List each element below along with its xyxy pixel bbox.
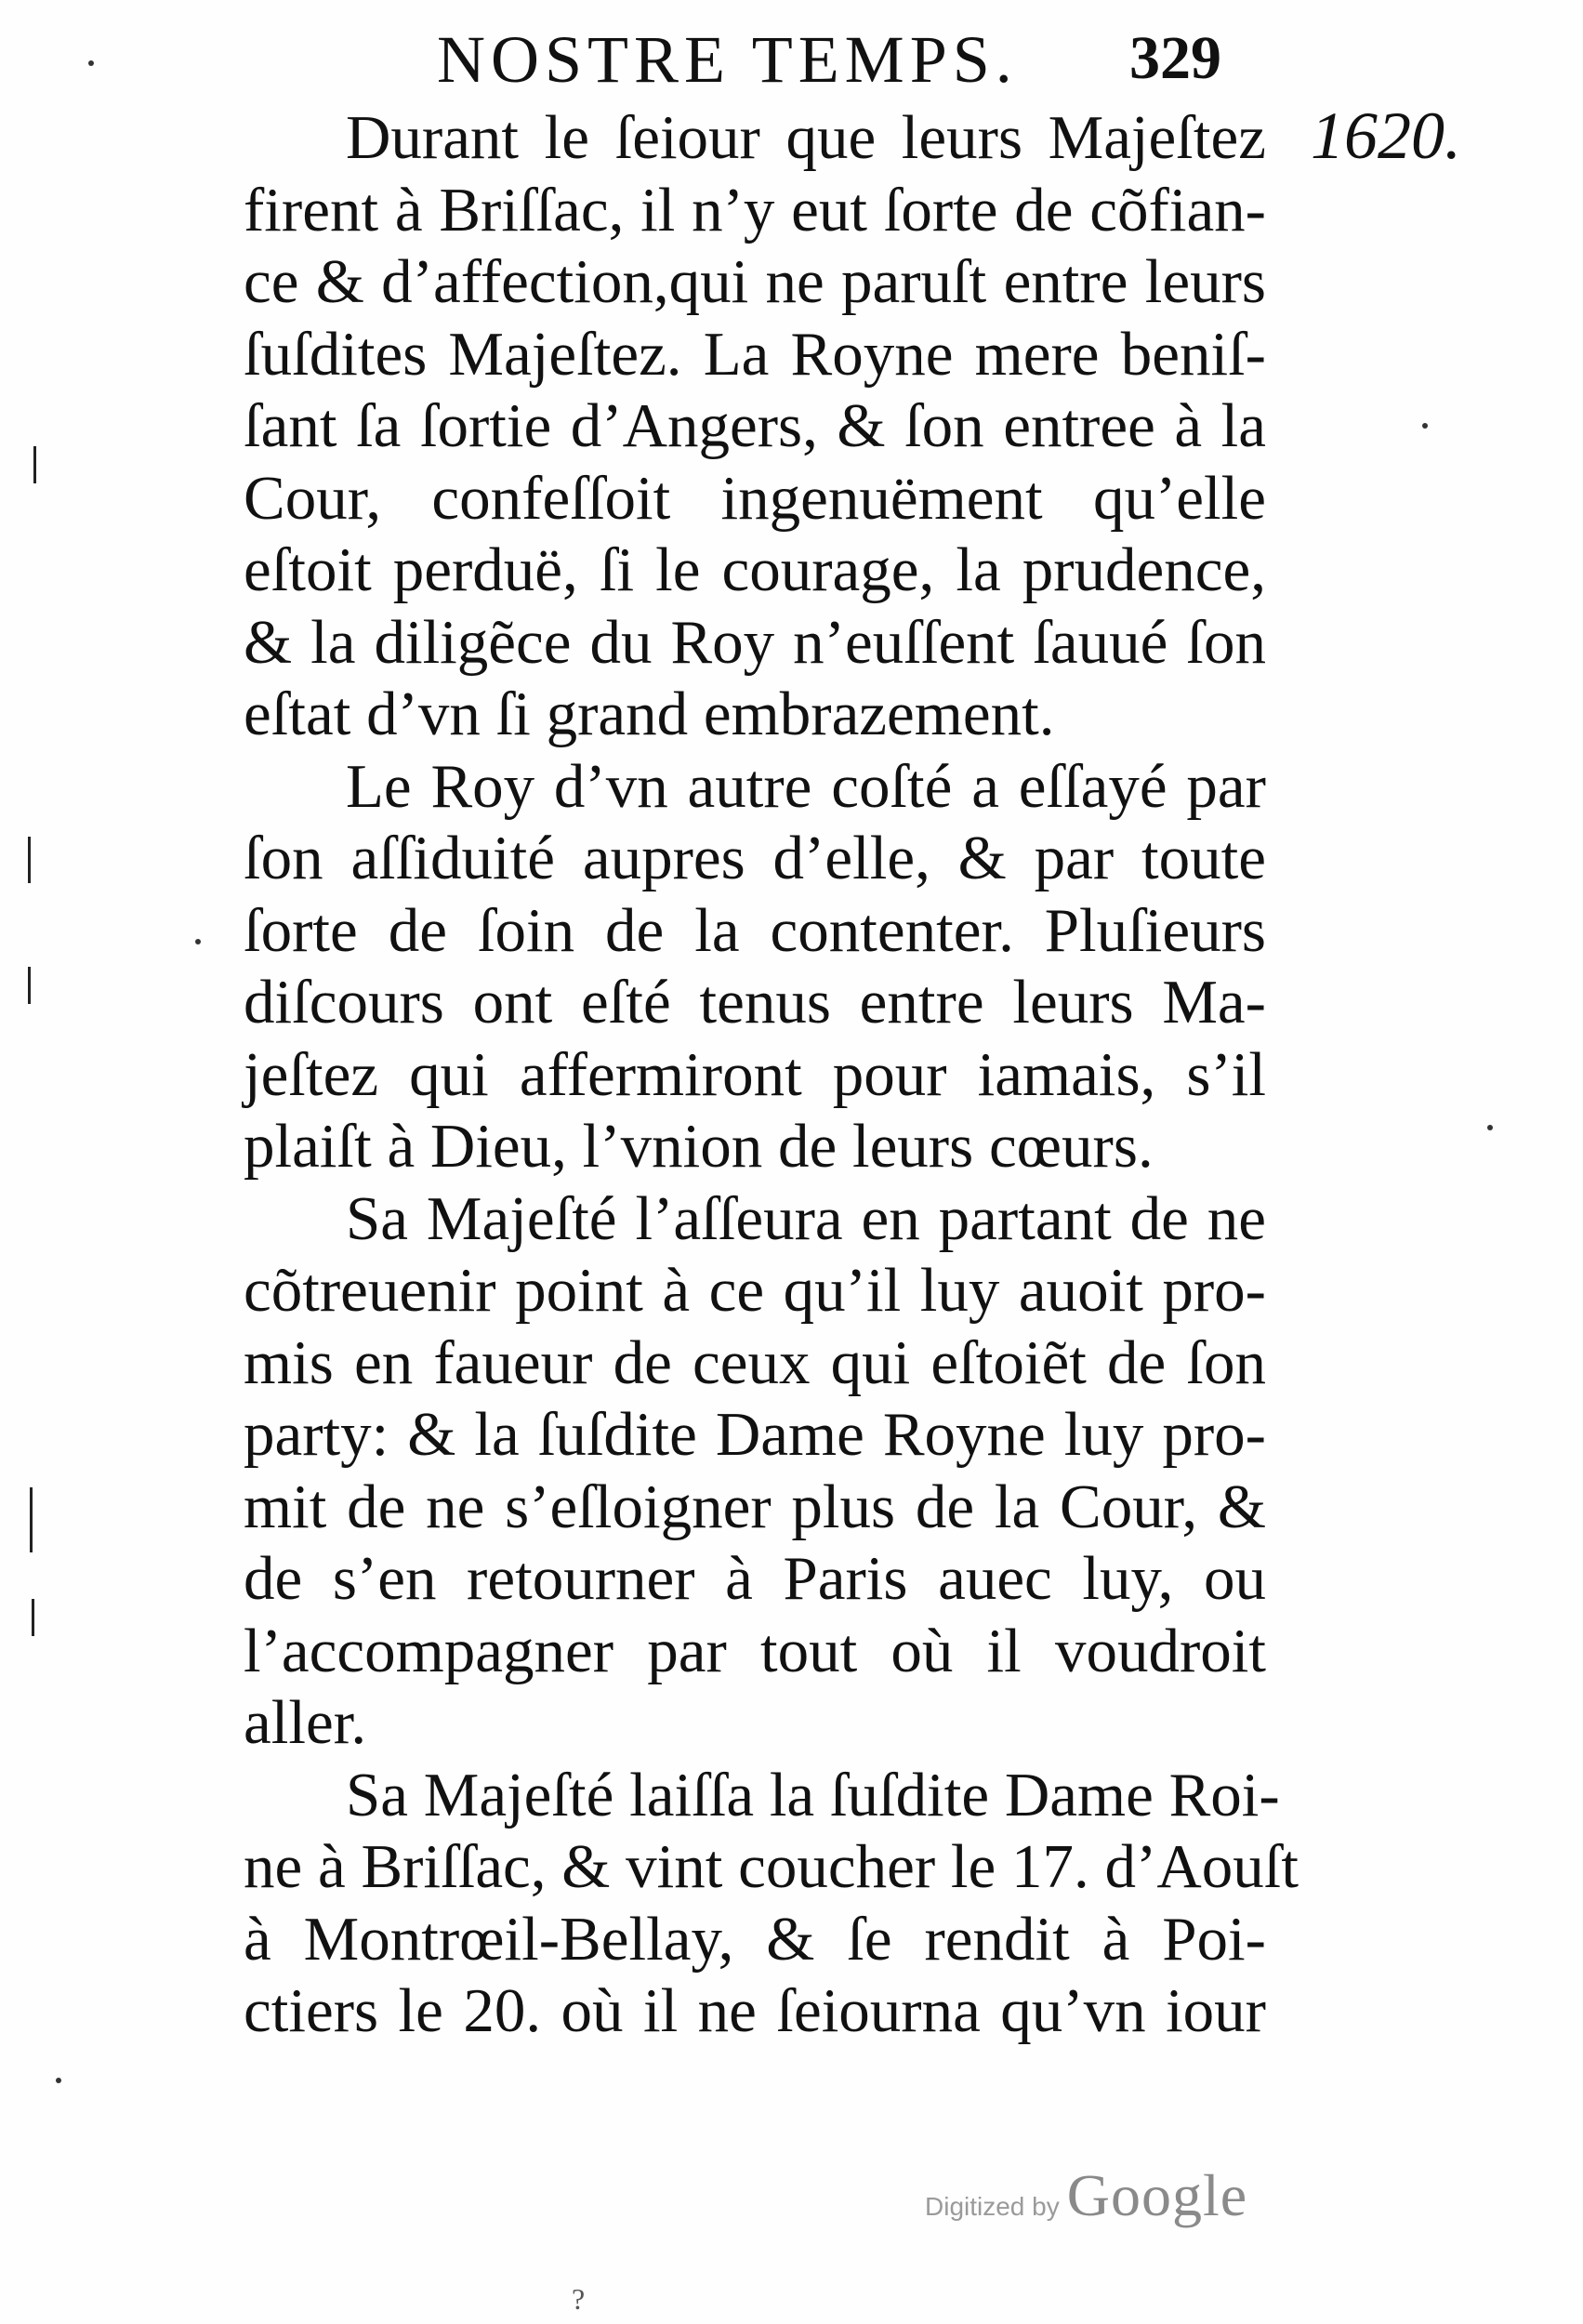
text-line: cõtreuenir point à ce qu’il luy auoit pro- bbox=[244, 1256, 1266, 1325]
text-line: jeſtez qui affermiront pour iamais, s’il bbox=[244, 1039, 1266, 1109]
scan-mark bbox=[30, 1487, 33, 1552]
scan-speck bbox=[1422, 423, 1428, 429]
digitized-watermark bbox=[925, 2161, 1247, 2230]
text-line: ſant ſa ſortie d’Angers, & ſon entree à la bbox=[244, 391, 1266, 460]
text-line: Le Roy d’vn autre coſté a eſſayé par bbox=[346, 751, 1266, 821]
text-line: Sa Majeſté laiſſa la ſuſdite Dame Roi- bbox=[346, 1760, 1280, 1829]
digitized-label: Digitized by bbox=[925, 2192, 1060, 2221]
text-line: ce & d’affection,qui ne paruſt entre leurs bbox=[244, 247, 1266, 316]
text-line: aller. bbox=[244, 1688, 367, 1757]
scan-speck bbox=[88, 60, 94, 66]
text-line: Durant le ſeiour que leurs Majeſtez bbox=[346, 103, 1266, 172]
bottom-mark: ? bbox=[572, 2282, 586, 2316]
page-number: 329 bbox=[1129, 24, 1221, 92]
scan-mark bbox=[33, 446, 36, 483]
text-line: firent à Briſſac, il n’y eut ſorte de cõfian- bbox=[244, 175, 1266, 244]
text-line: mit de ne s’eſloigner plus de la Cour, & bbox=[244, 1472, 1266, 1541]
text-line: l’accompagner par tout où il voudroit bbox=[244, 1616, 1266, 1685]
text-line: eſtat d’vn ſi grand embrazement. bbox=[244, 680, 1055, 748]
margin-year: 1620. bbox=[1311, 99, 1461, 173]
body-text bbox=[244, 102, 1299, 2048]
text-line: ſorte de ſoin de la contenter. Pluſieurs bbox=[244, 895, 1266, 965]
text-line: plaiſt à Dieu, l’vnion de leurs cœurs. bbox=[244, 1112, 1154, 1181]
google-logo: Google bbox=[1066, 2162, 1248, 2228]
text-line: ſon aſſiduité aupres d’elle, & par toute bbox=[244, 824, 1266, 892]
scan-speck bbox=[56, 2078, 61, 2083]
text-line: party: & la ſuſdite Dame Royne luy pro- bbox=[244, 1400, 1266, 1469]
scan-speck bbox=[1487, 1125, 1493, 1130]
text-line: de s’en retourner à Paris auec luy, ou bbox=[244, 1544, 1266, 1613]
text-line: ctiers le 20. où il ne ſeiourna qu’vn iour bbox=[244, 1976, 1266, 2045]
text-line: & la diligẽce du Roy n’euſſent ſauué ſon bbox=[244, 607, 1266, 677]
text-line: à Montrœil-Bellay, & ſe rendit à Poi- bbox=[244, 1904, 1266, 1974]
running-head: NOSTRE TEMPS. bbox=[437, 22, 1018, 97]
scan-mark bbox=[28, 837, 31, 883]
text-line: mis en faueur de ceux qui eſtoiẽt de ſon bbox=[244, 1327, 1266, 1397]
text-line: diſcours ont eſté tenus entre leurs Ma- bbox=[244, 968, 1266, 1037]
scan-mark bbox=[32, 1599, 34, 1636]
text-line: ſuſdites Majeſtez. La Royne mere beniſ- bbox=[244, 319, 1266, 389]
text-line: eſtoit perduë, ſi le courage, la prudence, bbox=[244, 535, 1266, 604]
scan-speck bbox=[195, 939, 201, 944]
text-line: ne à Briſſac, & vint coucher le 17. d’Aouſt bbox=[244, 1832, 1299, 1901]
scan-mark bbox=[28, 967, 31, 1004]
text-line: Cour, confeſſoit ingenuëment qu’elle bbox=[244, 463, 1266, 533]
text-line: Sa Majeſté l’aſſeura en partant de ne bbox=[346, 1183, 1266, 1253]
